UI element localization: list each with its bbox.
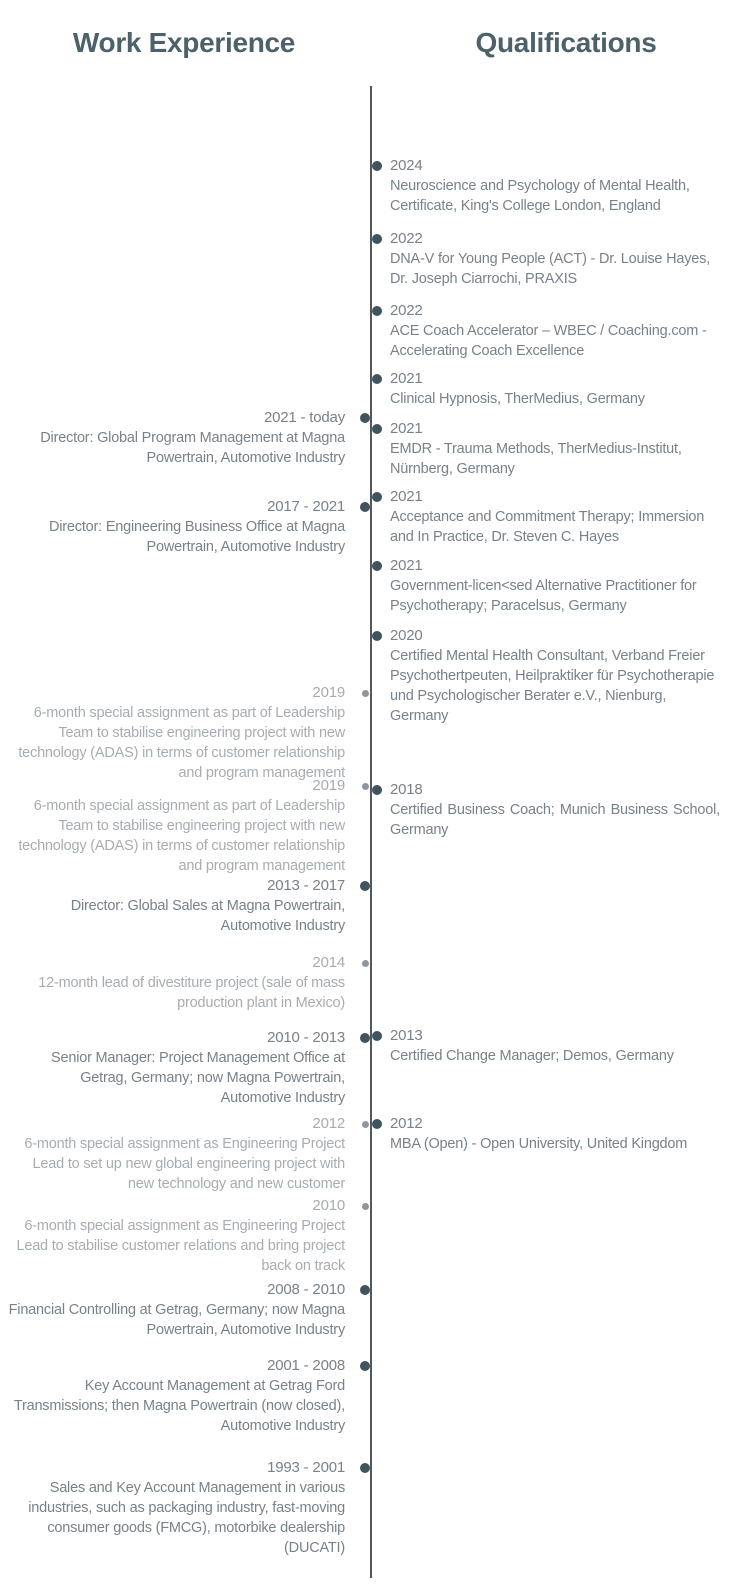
work-experience-heading: Work Experience [72, 26, 296, 58]
entry-dates: 2008 - 2010 [267, 1281, 345, 1298]
work-experience-entry [8, 1196, 345, 1276]
entry-description: Director: Global Program Management at Magna Powertrain, Automotive Industry [40, 430, 345, 466]
timeline-dot [372, 306, 382, 316]
entry-year: 2021 [390, 420, 423, 437]
entry-dates: 2001 - 2008 [267, 1357, 345, 1374]
timeline-dot [360, 413, 370, 423]
work-experience-entry [8, 497, 345, 557]
qualification-entry [390, 780, 720, 840]
qualification-entry [390, 301, 720, 361]
work-experience-entry [8, 1028, 345, 1108]
timeline-dot [360, 881, 370, 891]
entry-year: 2022 [390, 230, 423, 247]
work-experience-entry [8, 1280, 345, 1340]
entry-description: Director: Global Sales at Magna Powertrain, Automotive Industry [70, 898, 345, 934]
entry-description: 6-month special assignment as Engineering Project Lead to stabilise customer relations and bring project back on track [16, 1218, 345, 1274]
work-experience-entry [8, 408, 345, 468]
entry-description: Certified Mental Health Consultant, Verband Freier Psychothertpeuten, Heilpraktiker für Psychotherapie und Psychologischer Berater e.V., Nienburg, Germany [390, 648, 715, 724]
entry-dates: 2017 - 2021 [267, 498, 345, 515]
entry-dates: 2010 - 2013 [267, 1029, 345, 1046]
entry-year: 2020 [390, 627, 423, 644]
entry-dates: 1993 - 2001 [267, 1459, 345, 1476]
qualification-entry [390, 369, 720, 409]
work-experience-entry [8, 953, 345, 1013]
timeline-dot [372, 1031, 382, 1041]
timeline-dot [372, 785, 382, 795]
timeline-dot [372, 374, 382, 384]
timeline-dot [372, 561, 382, 571]
entry-description: Senior Manager: Project Management Office at Getrag, Germany; now Magna Powertrain, Automotive Industry [51, 1050, 345, 1106]
entry-description: 12-month lead of divestiture project (sale of mass production plant in Mexico) [38, 975, 345, 1011]
entry-description: 6-month special assignment as Engineering Project Lead to set up new global engineering project with new technology and new customer [24, 1136, 345, 1192]
entry-description: Sales and Key Account Management in various industries, such as packaging industry, fast-moving consumer goods (FMCG), motorbike dealership (DUCATI) [28, 1480, 345, 1556]
entry-description: Certified Business Coach; Munich Business School, Germany [390, 802, 720, 838]
timeline-dot [362, 960, 369, 967]
qualifications-heading: Qualifications [475, 26, 657, 58]
qualification-entry [390, 156, 720, 216]
entry-dates: 2012 [312, 1115, 345, 1132]
entry-description: ACE Coach Accelerator – WBEC / Coaching.com - Accelerating Coach Excellence [390, 323, 707, 359]
timeline-dot [372, 1119, 382, 1129]
qualification-entry [390, 1114, 720, 1154]
entry-description: Clinical Hypnosis, TherMedius, Germany [390, 391, 645, 407]
timeline-dot [362, 783, 369, 790]
entry-year: 2021 [390, 488, 423, 505]
timeline-dot [360, 1033, 370, 1043]
timeline-dot [360, 1463, 370, 1473]
timeline-dot [372, 492, 382, 502]
qualification-entry [390, 626, 720, 726]
entry-year: 2021 [390, 557, 423, 574]
timeline-dot [360, 1285, 370, 1295]
entry-description: Certified Change Manager; Demos, Germany [390, 1048, 674, 1064]
timeline-dot [362, 1121, 369, 1128]
work-experience-entry [8, 776, 345, 876]
entry-dates: 2013 - 2017 [267, 877, 345, 894]
work-experience-entry [8, 1458, 345, 1558]
timeline-dot [372, 631, 382, 641]
entry-description: Key Account Management at Getrag Ford Transmissions; then Magna Powertrain (now closed), Automotive Industry [13, 1378, 345, 1434]
entry-year: 2021 [390, 370, 423, 387]
entry-year: 2024 [390, 157, 423, 174]
entry-year: 2022 [390, 302, 423, 319]
entry-description: Director: Engineering Business Office at Magna Powertrain, Automotive Industry [49, 519, 345, 555]
entry-dates: 2021 - today [264, 409, 345, 426]
work-experience-entry [8, 683, 345, 783]
timeline-dot [372, 161, 382, 171]
entry-year: 2018 [390, 781, 423, 798]
entry-description: Acceptance and Commitment Therapy; Immersion and In Practice, Dr. Steven C. Hayes [390, 509, 705, 545]
timeline-dot [362, 690, 369, 697]
timeline-dot [360, 1361, 370, 1371]
entry-dates: 2019 [312, 777, 345, 794]
entry-description: 6-month special assignment as part of Leadership Team to stabilise engineering project with new technology (ADAS) in terms of customer relationship and program management [18, 705, 345, 781]
entry-description: DNA-V for Young People (ACT) - Dr. Louise Hayes, Dr. Joseph Ciarrochi, PRAXIS [390, 251, 711, 287]
entry-dates: 2019 [312, 684, 345, 701]
entry-dates: 2010 [312, 1197, 345, 1214]
entry-description: EMDR - Trauma Methods, TherMedius-Institut, Nürnberg, Germany [390, 441, 682, 477]
qualification-entry [390, 556, 720, 616]
entry-description: Neuroscience and Psychology of Mental Health, Certificate, King's College London, England [390, 178, 690, 214]
entry-year: 2012 [390, 1115, 423, 1132]
timeline-dot [372, 424, 382, 434]
qualification-entry [390, 487, 720, 547]
qualification-entry [390, 229, 720, 289]
work-experience-entry [8, 1356, 345, 1436]
entry-description: Government-licen<sed Alternative Practitioner for Psychotherapy; Paracelsus, Germany [390, 578, 697, 614]
qualification-entry [390, 1026, 720, 1066]
timeline-dot [360, 502, 370, 512]
entry-description: 6-month special assignment as part of Leadership Team to stabilise engineering project with new technology (ADAS) in terms of customer relationship and program management [18, 798, 345, 874]
entry-description: MBA (Open) - Open University, United Kingdom [390, 1136, 688, 1152]
entry-dates: 2014 [312, 954, 345, 971]
timeline-dot [372, 234, 382, 244]
work-experience-entry [8, 1114, 345, 1194]
entry-year: 2013 [390, 1027, 423, 1044]
entry-description: Financial Controlling at Getrag, Germany; now Magna Powertrain, Automotive Industry [8, 1302, 345, 1338]
work-experience-entry [8, 876, 345, 936]
timeline-dot [362, 1203, 369, 1210]
qualification-entry [390, 419, 720, 479]
